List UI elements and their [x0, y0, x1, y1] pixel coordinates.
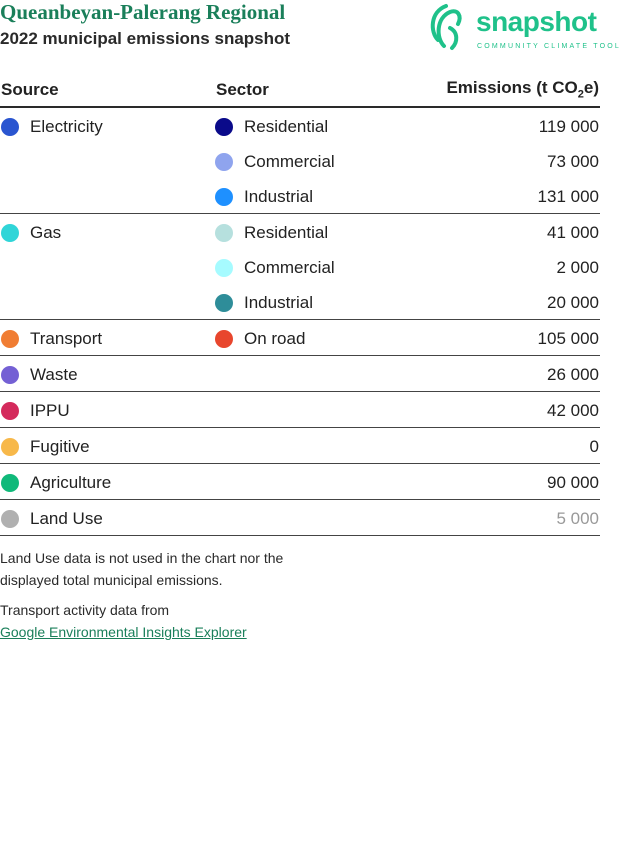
source-label: Electricity: [30, 117, 103, 136]
col-source-header: Source: [0, 74, 215, 107]
table-header-row: [0, 74, 600, 107]
sector-label: Commercial: [244, 258, 335, 277]
sector-color-dot: [215, 118, 233, 136]
source-label: Land Use: [30, 509, 103, 528]
logo-tagline: COMMUNITY CLIMATE TOOL: [477, 43, 621, 50]
page-subtitle: 2022 municipal emissions snapshot: [0, 29, 291, 48]
emissions-value: 0: [589, 437, 599, 456]
source-color-dot: [1, 438, 19, 456]
land-use-note-line2: displayed total municipal emissions.: [0, 572, 223, 588]
table-row: [0, 214, 600, 320]
land-use-note-line1: Land Use data is not used in the chart nor the: [0, 550, 284, 566]
emissions-value: 41 000: [547, 223, 599, 242]
sector-label: Residential: [244, 117, 329, 136]
source-color-dot: [1, 118, 19, 136]
source-label: Fugitive: [30, 437, 90, 456]
page-title: Queanbeyan-Palerang Regional: [0, 0, 286, 24]
source-label: IPPU: [30, 401, 70, 420]
emissions-value: 131 000: [537, 187, 599, 206]
sector-color-dot: [215, 330, 233, 348]
sector-label: Commercial: [244, 152, 335, 171]
transport-note-text: Transport activity data from: [0, 602, 170, 618]
sector-label: On road: [244, 329, 306, 348]
emissions-value: 42 000: [547, 401, 599, 420]
table-row: [0, 320, 600, 356]
snapshot-logo-icon: [428, 0, 464, 52]
emissions-value: 119 000: [538, 117, 599, 136]
source-label: Transport: [30, 329, 103, 348]
sector-color-dot: [215, 153, 233, 171]
sector-color-dot: [215, 224, 233, 242]
logo-wordmark: snapshot: [476, 6, 597, 37]
emissions-table: [0, 74, 600, 536]
emissions-value: 73 000: [547, 152, 599, 171]
table-row: [0, 107, 600, 214]
source-color-dot: [1, 224, 19, 242]
source-label: Gas: [30, 223, 62, 242]
table-row: [0, 356, 600, 392]
sector-label: Industrial: [244, 187, 313, 206]
google-eie-link[interactable]: Google Environmental Insights Explorer: [0, 624, 247, 640]
sector-label: Residential: [244, 223, 329, 242]
sector-label: Industrial: [244, 293, 313, 312]
land-use-note: [0, 547, 283, 591]
snapshot-logo[interactable]: [428, 0, 621, 56]
transport-note: [0, 599, 247, 643]
sector-color-dot: [215, 259, 233, 277]
source-color-dot: [1, 366, 19, 384]
emissions-value: 90 000: [547, 473, 599, 492]
sector-color-dot: [215, 294, 233, 312]
table-row: [0, 428, 600, 464]
col-sector-header: Sector: [215, 74, 416, 107]
source-color-dot: [1, 402, 19, 420]
table-row: [0, 500, 600, 536]
source-label: Agriculture: [30, 473, 112, 492]
col-emissions-label: Emissions (t CO: [446, 78, 578, 98]
emissions-value: 105 000: [537, 329, 599, 348]
emissions-value: 26 000: [547, 365, 599, 384]
col-emissions-header: [416, 74, 600, 107]
col-emissions-subscript: 2: [577, 88, 584, 101]
emissions-value: 5 000: [556, 509, 599, 528]
emissions-value: 20 000: [547, 293, 599, 312]
source-color-dot: [1, 474, 19, 492]
table-row: [0, 464, 600, 500]
sector-color-dot: [215, 188, 233, 206]
emissions-value: 2 000: [556, 258, 599, 277]
source-color-dot: [1, 330, 19, 348]
source-label: Waste: [30, 365, 78, 384]
col-emissions-tail: e): [583, 78, 599, 98]
table-row: [0, 392, 600, 428]
source-color-dot: [1, 510, 19, 528]
